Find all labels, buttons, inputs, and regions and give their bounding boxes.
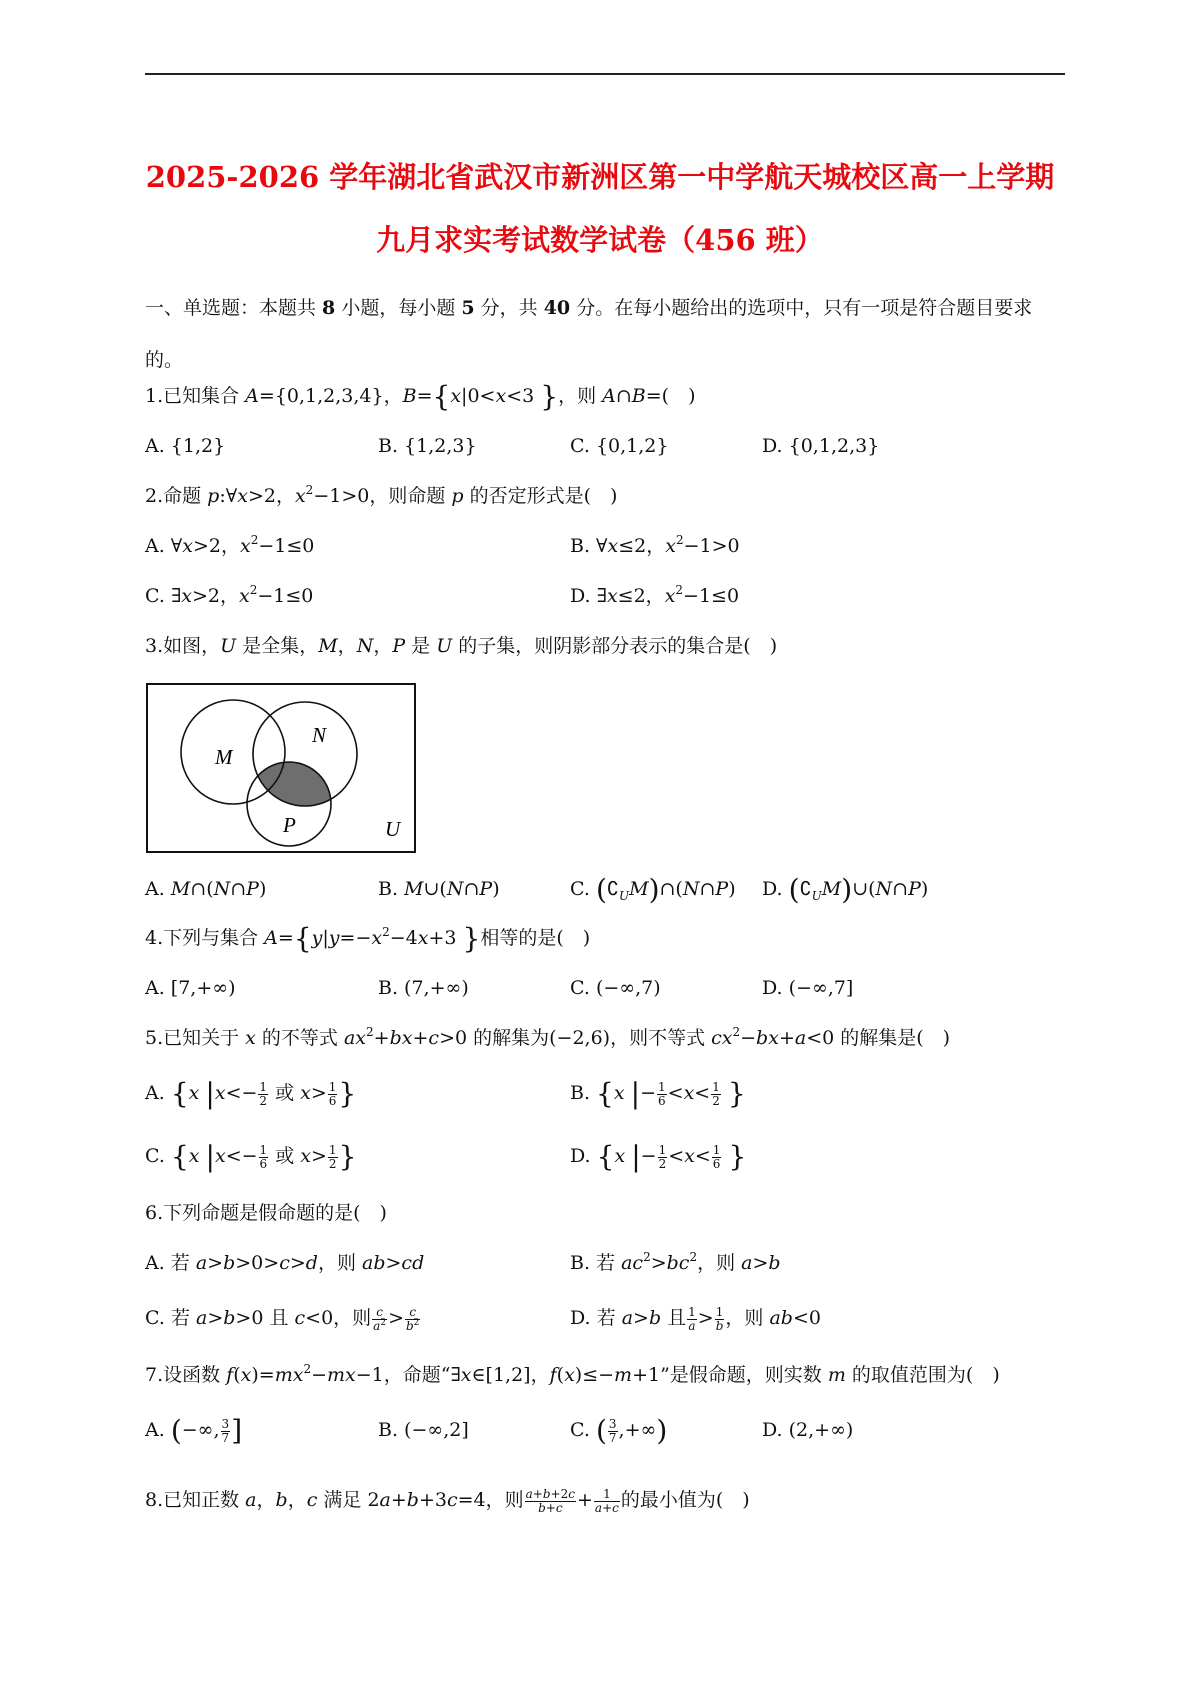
q7-option-a[interactable]: A. (−∞, $\frac{3}{7}$ ] [145,1414,243,1447]
q6-option-c[interactable]: C. 若 a>b>0 且 c<0，则 $\frac{c}{a^2}$ > $\frac{c}{b^2}$ [145,1304,420,1333]
q4-option-d[interactable]: D. (−∞,7] [762,977,854,999]
set-n-label: N [312,723,327,747]
exam-title-line2: 九月求实考试数学试卷（456 班） [376,223,824,257]
q7-option-b[interactable]: B. (−∞,2] [378,1419,469,1441]
q2-option-a[interactable]: A. ∀x>2，$x^2-1\le 0$ [145,533,315,557]
q7-option-d[interactable]: D. (2,+∞) [762,1419,854,1441]
question-3: 3.如图，U 是全集，M，N，P 是 U 的子集，则阴影部分表示的集合是( ) [145,635,778,657]
q3-option-d[interactable]: D. $(∁_UM)\cup(N\cap P)$ [762,873,929,906]
q2-option-d[interactable]: D. ∃x≤2，$x^2-1\le 0$ [570,583,740,607]
q6-option-b[interactable]: B. 若 $ac^2>bc^2$，则 a>b [570,1250,781,1274]
q1-option-c[interactable]: C. {0,1,2} [570,435,669,457]
q5-option-b[interactable]: B. {x |− $\frac{1}{6}$ <x< $\frac{1}{2}$ } [570,1077,746,1110]
q3-option-b[interactable]: B. M∪(N∩P) [378,878,500,900]
question-2: 2.命题 p:∀x>2，$x^2-1>0$，则命题 p 的否定形式是( ) [145,483,618,507]
q1-option-a[interactable]: A. {1,2} [145,435,226,457]
q1-option-b[interactable]: B. {1,2,3} [378,435,477,457]
q6-option-a[interactable]: A. 若 a>b>0>c>d，则 ab>cd [145,1252,425,1274]
q4-option-a[interactable]: A. [7,+∞) [145,977,236,999]
question-1: 1.已知集合 A={0,1,2,3,4}，B={x|0<x<3 }，则 A∩B=( ) [145,380,696,413]
q2-option-b[interactable]: B. ∀x≤2，$x^2-1>0$ [570,533,740,557]
q5-option-d[interactable]: D. {x |− $\frac{1}{2}$ <x< $\frac{1}{6}$ } [570,1140,747,1173]
set-u-label: U [385,817,401,841]
section-heading: 一、单选题：本题共 8 小题，每小题 5 分，共 40 分。在每小题给出的选项中，只有一项是符合题目要求的。 [145,297,1033,371]
q5-option-a[interactable]: A. {x |x<− $\frac{1}{2}$ 或 x> $\frac{1}{6}$ } [145,1077,357,1110]
q5-option-c[interactable]: C. {x |x<− $\frac{1}{6}$ 或 x> $\frac{1}{2}$ } [145,1140,357,1173]
question-4: 4.下列与集合 $A=\{y|y=-x^2-4x+3$ }相等的是( ) [145,922,591,955]
question-8: 8.已知正数 a，b，c 满足 2a+b+3c=4，则 $\frac{a+b+2c}{b+c}$ + $\frac{1}{a+c}$ 的最小值为( ) [145,1486,750,1515]
q4-option-c[interactable]: C. (−∞,7) [570,977,661,999]
header-rule [145,73,1065,75]
exam-title-line1: 2025-2026 学年湖北省武汉市新洲区第一中学航天城校区高一上学期 [145,160,1055,194]
question-5: 5.已知关于 x 的不等式 $ax^2+bx+c>0$ 的解集为(−2,6)，则不等式 $cx^2-bx+a<0$ 的解集是( ) [145,1025,951,1049]
q2-option-c[interactable]: C. ∃x>2，$x^2-1\le 0$ [145,583,314,607]
set-m-label: M [215,745,233,769]
q6-option-d[interactable]: D. 若 a>b 且 $\frac{1}{a}$ > $\frac{1}{b}$ ，则 ab<0 [570,1304,821,1333]
venn-diagram [145,682,417,854]
question-6: 6.下列命题是假命题的是( ) [145,1202,387,1224]
q1-option-d[interactable]: D. {0,1,2,3} [762,435,880,457]
q7-option-c[interactable]: C. ( $\frac{3}{7}$ ,+∞) [570,1414,668,1447]
q4-option-b[interactable]: B. (7,+∞) [378,977,469,999]
q3-option-c[interactable]: C. $(∁_UM)\cap(N\cap P)$ [570,873,736,906]
q3-option-a[interactable]: A. M∩(N∩P) [145,878,267,900]
question-7: 7.设函数 $f(x)=mx^2-mx-1$，命题“∃x∈[1,2]，f(x)≤−m+1”是假命题，则实数 m 的取值范围为( ) [145,1362,1000,1386]
set-p-label: P [283,813,296,837]
